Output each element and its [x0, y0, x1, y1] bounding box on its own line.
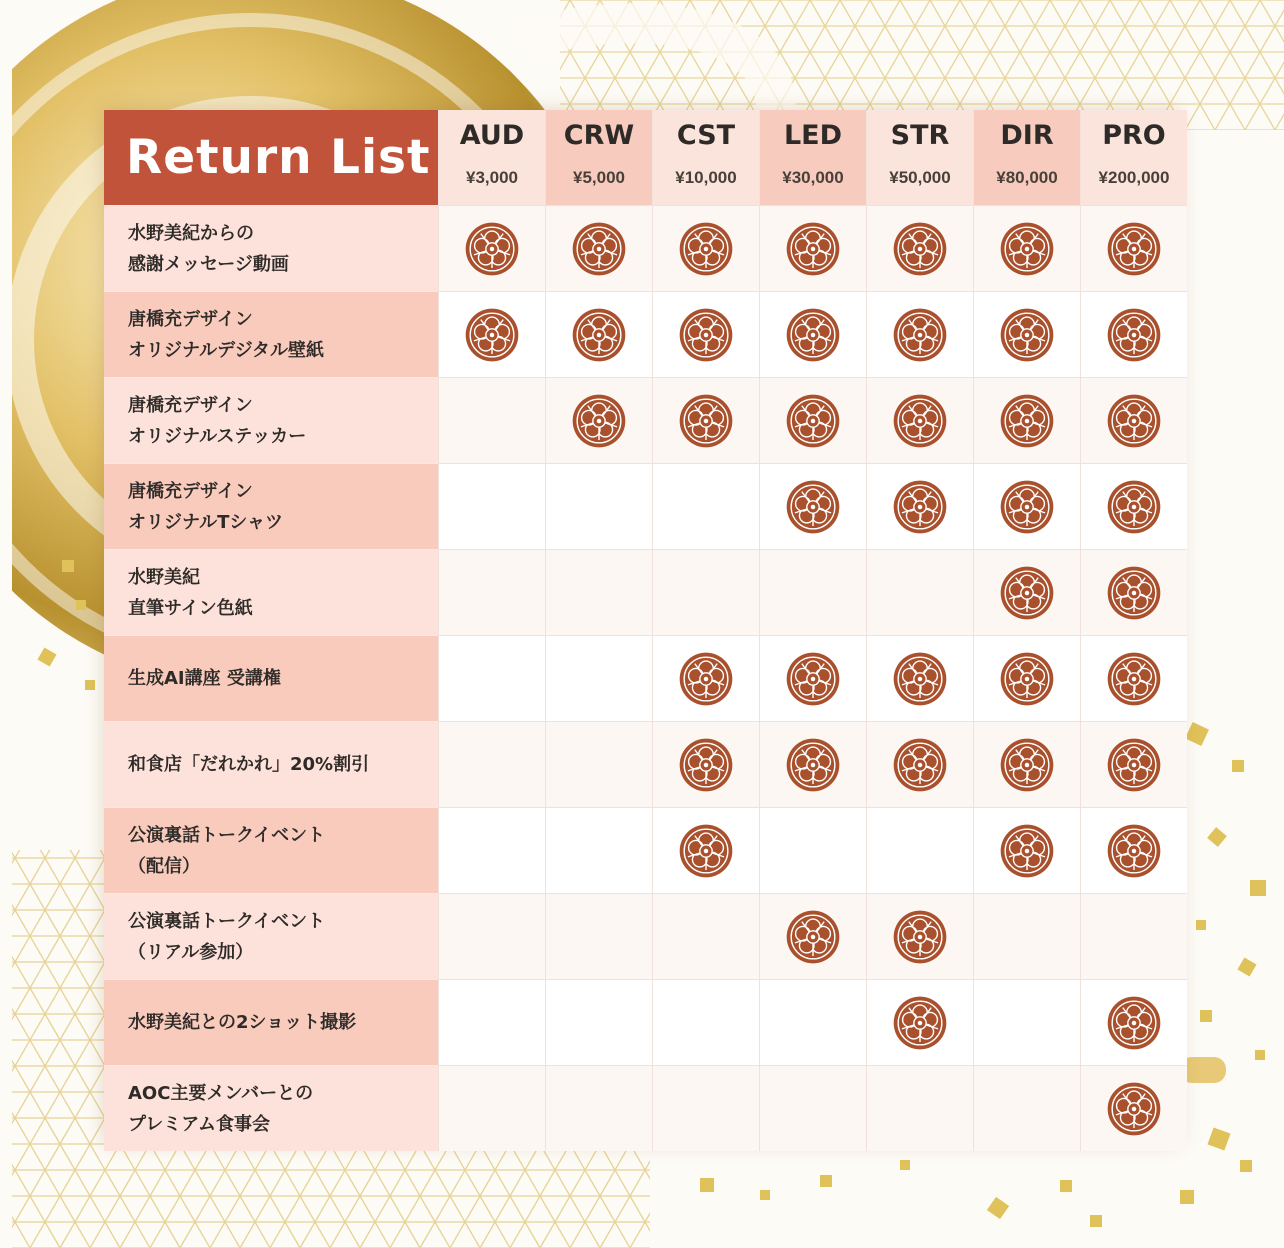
- availability-cell-str: [867, 722, 974, 808]
- return-item-label: AOC主要メンバーとの プレミアム食事会: [128, 1082, 314, 1135]
- availability-cell-pro: [1081, 1066, 1188, 1152]
- table-row: [104, 464, 1187, 550]
- kamon-crest-icon: [892, 909, 948, 965]
- availability-cell-crw: [546, 808, 653, 894]
- availability-cell-aud: [439, 894, 546, 980]
- kamon-crest-icon: [999, 651, 1055, 707]
- return-item-label-cell: [104, 808, 439, 894]
- kamon-crest-icon: [892, 393, 948, 449]
- kamon-crest-icon: [999, 393, 1055, 449]
- availability-cell-led: [760, 1066, 867, 1152]
- table-row: [104, 206, 1187, 292]
- kamon-crest-icon: [1106, 479, 1162, 535]
- availability-cell-cst: [653, 292, 760, 378]
- kamon-crest-icon: [785, 393, 841, 449]
- availability-cell-str: [867, 550, 974, 636]
- availability-cell-aud: [439, 464, 546, 550]
- availability-cell-aud: [439, 722, 546, 808]
- availability-cell-aud: [439, 808, 546, 894]
- availability-cell-str: [867, 808, 974, 894]
- kamon-crest-icon: [892, 307, 948, 363]
- tier-code: STR: [890, 120, 950, 151]
- table-row: [104, 1066, 1187, 1152]
- availability-cell-cst: [653, 636, 760, 722]
- availability-cell-str: [867, 292, 974, 378]
- availability-cell-pro: [1081, 808, 1188, 894]
- availability-cell-pro: [1081, 980, 1188, 1066]
- availability-cell-cst: [653, 206, 760, 292]
- availability-cell-led: [760, 808, 867, 894]
- availability-cell-pro: [1081, 464, 1188, 550]
- return-item-label-cell: [104, 980, 439, 1066]
- availability-cell-crw: [546, 292, 653, 378]
- return-item-label: 和食店「だれかれ」20%割引: [128, 754, 370, 775]
- kamon-crest-icon: [1106, 307, 1162, 363]
- table-row: [104, 722, 1187, 808]
- page-title: Return List: [126, 130, 431, 185]
- kamon-crest-icon: [678, 651, 734, 707]
- availability-cell-dir: [974, 1066, 1081, 1152]
- availability-cell-pro: [1081, 550, 1188, 636]
- kamon-crest-icon: [785, 479, 841, 535]
- tier-price: ¥30,000: [782, 168, 844, 187]
- return-item-label: 唐橋充デザイン オリジナルTシャツ: [128, 480, 284, 533]
- return-item-label-cell: [104, 722, 439, 808]
- availability-cell-aud: [439, 206, 546, 292]
- tier-header-pro: [1081, 110, 1188, 206]
- tier-price: ¥3,000: [466, 168, 518, 187]
- return-item-label-cell: [104, 206, 439, 292]
- availability-cell-cst: [653, 722, 760, 808]
- return-item-label: 唐橋充デザイン オリジナルステッカー: [128, 394, 307, 447]
- tier-header-led: [760, 110, 867, 206]
- availability-cell-crw: [546, 464, 653, 550]
- kamon-crest-icon: [1106, 393, 1162, 449]
- availability-cell-cst: [653, 550, 760, 636]
- availability-cell-led: [760, 378, 867, 464]
- availability-cell-dir: [974, 980, 1081, 1066]
- kamon-crest-icon: [1106, 651, 1162, 707]
- tier-code: CRW: [563, 120, 635, 151]
- availability-cell-crw: [546, 550, 653, 636]
- availability-cell-dir: [974, 894, 1081, 980]
- availability-cell-led: [760, 980, 867, 1066]
- table-row: [104, 378, 1187, 464]
- availability-cell-aud: [439, 550, 546, 636]
- availability-cell-aud: [439, 636, 546, 722]
- kamon-crest-icon: [1106, 823, 1162, 879]
- return-item-label-cell: [104, 550, 439, 636]
- return-item-label: 水野美紀との2ショット撮影: [128, 1012, 357, 1033]
- kamon-crest-icon: [678, 737, 734, 793]
- availability-cell-dir: [974, 464, 1081, 550]
- return-item-label: 水野美紀 直筆サイン色紙: [128, 566, 253, 619]
- tier-price: ¥10,000: [675, 168, 737, 187]
- kamon-crest-icon: [785, 737, 841, 793]
- availability-cell-pro: [1081, 292, 1188, 378]
- table-row: [104, 636, 1187, 722]
- availability-cell-pro: [1081, 378, 1188, 464]
- tier-header-crw: [546, 110, 653, 206]
- availability-cell-dir: [974, 292, 1081, 378]
- kamon-crest-icon: [1106, 221, 1162, 277]
- kamon-crest-icon: [1106, 995, 1162, 1051]
- return-item-label: 唐橋充デザイン オリジナルデジタル壁紙: [128, 308, 325, 361]
- tier-code: CST: [676, 120, 736, 151]
- tier-code: AUD: [459, 120, 525, 151]
- kamon-crest-icon: [999, 307, 1055, 363]
- kamon-crest-icon: [785, 651, 841, 707]
- tier-header-dir: [974, 110, 1081, 206]
- kamon-crest-icon: [464, 307, 520, 363]
- title-cell: [104, 110, 439, 206]
- kamon-crest-icon: [785, 221, 841, 277]
- availability-cell-crw: [546, 1066, 653, 1152]
- table-row: [104, 292, 1187, 378]
- availability-cell-cst: [653, 1066, 760, 1152]
- availability-cell-led: [760, 206, 867, 292]
- availability-cell-pro: [1081, 722, 1188, 808]
- tier-header-str: [867, 110, 974, 206]
- table-row: [104, 550, 1187, 636]
- kamon-crest-icon: [571, 307, 627, 363]
- availability-cell-cst: [653, 378, 760, 464]
- return-item-label-cell: [104, 378, 439, 464]
- availability-cell-dir: [974, 378, 1081, 464]
- kamon-crest-icon: [464, 221, 520, 277]
- availability-cell-led: [760, 292, 867, 378]
- kamon-crest-icon: [678, 823, 734, 879]
- kamon-crest-icon: [678, 307, 734, 363]
- table-row: [104, 980, 1187, 1066]
- kamon-crest-icon: [999, 565, 1055, 621]
- kamon-crest-icon: [999, 221, 1055, 277]
- availability-cell-crw: [546, 206, 653, 292]
- availability-cell-pro: [1081, 206, 1188, 292]
- availability-cell-aud: [439, 292, 546, 378]
- availability-cell-led: [760, 636, 867, 722]
- kamon-crest-icon: [999, 823, 1055, 879]
- kamon-crest-icon: [785, 307, 841, 363]
- return-list-table: [104, 110, 1187, 1151]
- tier-price: ¥80,000: [996, 168, 1058, 187]
- tier-price: ¥200,000: [1098, 168, 1170, 187]
- availability-cell-crw: [546, 894, 653, 980]
- availability-cell-str: [867, 1066, 974, 1152]
- tier-price: ¥5,000: [573, 168, 625, 187]
- return-item-label: 生成AI講座 受講権: [128, 668, 281, 689]
- availability-cell-cst: [653, 894, 760, 980]
- availability-cell-crw: [546, 378, 653, 464]
- availability-cell-crw: [546, 722, 653, 808]
- return-item-label-cell: [104, 894, 439, 980]
- kamon-crest-icon: [1106, 565, 1162, 621]
- availability-cell-dir: [974, 636, 1081, 722]
- return-item-label: 水野美紀からの 感謝メッセージ動画: [128, 222, 289, 275]
- availability-cell-aud: [439, 378, 546, 464]
- availability-cell-str: [867, 378, 974, 464]
- kamon-crest-icon: [892, 221, 948, 277]
- availability-cell-pro: [1081, 894, 1188, 980]
- availability-cell-cst: [653, 464, 760, 550]
- return-list-table-container: [104, 110, 1180, 1144]
- return-item-label-cell: [104, 464, 439, 550]
- kamon-crest-icon: [892, 737, 948, 793]
- tier-code: DIR: [1000, 120, 1054, 151]
- kamon-crest-icon: [678, 221, 734, 277]
- availability-cell-dir: [974, 808, 1081, 894]
- availability-cell-cst: [653, 808, 760, 894]
- return-item-label-cell: [104, 636, 439, 722]
- availability-cell-led: [760, 894, 867, 980]
- return-item-label: 公演裏話トークイベント （配信）: [128, 824, 326, 877]
- availability-cell-dir: [974, 206, 1081, 292]
- kamon-crest-icon: [1106, 1081, 1162, 1137]
- availability-cell-led: [760, 550, 867, 636]
- kamon-crest-icon: [999, 479, 1055, 535]
- kamon-crest-icon: [1106, 737, 1162, 793]
- return-item-label: 公演裏話トークイベント （リアル参加）: [128, 910, 326, 963]
- availability-cell-str: [867, 894, 974, 980]
- tier-header-cst: [653, 110, 760, 206]
- kamon-crest-icon: [892, 995, 948, 1051]
- availability-cell-dir: [974, 550, 1081, 636]
- availability-cell-str: [867, 636, 974, 722]
- kamon-crest-icon: [999, 737, 1055, 793]
- return-item-label-cell: [104, 292, 439, 378]
- table-body: [104, 206, 1187, 1152]
- kamon-crest-icon: [571, 393, 627, 449]
- availability-cell-led: [760, 464, 867, 550]
- availability-cell-crw: [546, 636, 653, 722]
- table-row: [104, 894, 1187, 980]
- return-item-label-cell: [104, 1066, 439, 1152]
- tier-price: ¥50,000: [889, 168, 951, 187]
- availability-cell-led: [760, 722, 867, 808]
- kamon-crest-icon: [892, 479, 948, 535]
- availability-cell-cst: [653, 980, 760, 1066]
- kamon-crest-icon: [678, 393, 734, 449]
- availability-cell-aud: [439, 1066, 546, 1152]
- availability-cell-dir: [974, 722, 1081, 808]
- kamon-crest-icon: [785, 909, 841, 965]
- kamon-crest-icon: [892, 651, 948, 707]
- tier-code: PRO: [1102, 120, 1166, 151]
- availability-cell-aud: [439, 980, 546, 1066]
- table-row: [104, 808, 1187, 894]
- tier-header-aud: [439, 110, 546, 206]
- header-row: [104, 110, 1187, 206]
- availability-cell-crw: [546, 980, 653, 1066]
- availability-cell-str: [867, 464, 974, 550]
- availability-cell-str: [867, 980, 974, 1066]
- kamon-crest-icon: [571, 221, 627, 277]
- availability-cell-pro: [1081, 636, 1188, 722]
- tier-code: LED: [783, 120, 843, 151]
- availability-cell-str: [867, 206, 974, 292]
